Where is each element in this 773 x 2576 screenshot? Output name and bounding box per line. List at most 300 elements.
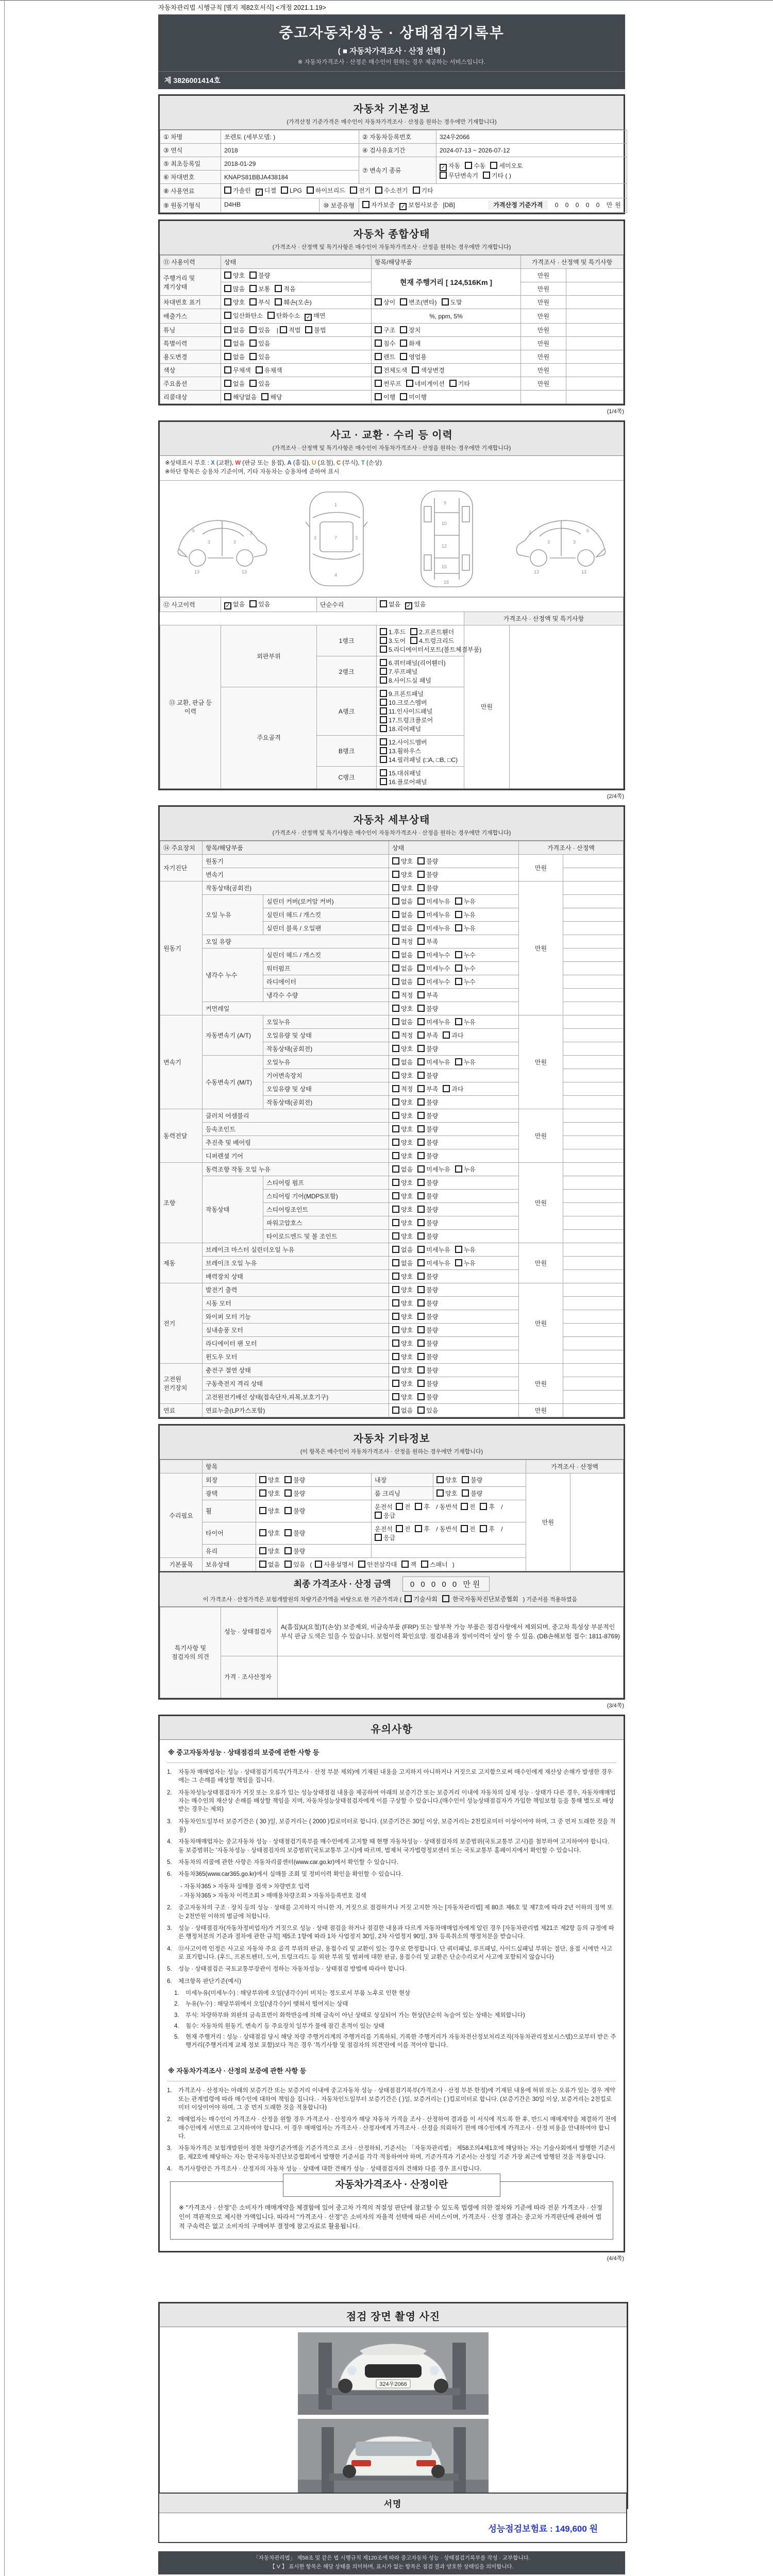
remarks-cell (563, 948, 624, 961)
footer-line-2: 【 V 】 표시한 항목은 해당 상태를 의미하며, 표시가 없는 항목은 점검 결과 양호한 상태임을 의미합니다. (270, 2563, 514, 2570)
notice-b-item (167, 1904, 616, 1921)
price-cell: 만원 (464, 625, 510, 788)
item-sub-line: - 자동차365 > 자동차 이력조회 > 매매용차량조회 > 자동차등록번호 검색 (180, 1892, 366, 1899)
checkbox-불량: 불량 (417, 1312, 438, 1321)
checkbox-후: 후 (480, 1502, 495, 1511)
row-label: 튜닝 (160, 324, 221, 337)
svg-text:13: 13 (533, 569, 539, 574)
checkbox-양호: 양호 (392, 1366, 413, 1375)
empty-box-icon (417, 1165, 425, 1173)
empty-box-icon (417, 911, 425, 918)
checkbox-적정: 적정 (392, 1031, 413, 1040)
row-label: 특별이력 (160, 337, 221, 350)
empty-box-icon (480, 1525, 487, 1532)
empty-box-icon (400, 353, 407, 360)
checkbox-양호: 양호 (392, 870, 413, 879)
checkbox-불량: 불량 (284, 1489, 305, 1498)
empty-box-icon (392, 1179, 399, 1186)
remarks-cell (566, 269, 624, 282)
item-label: 라디에이터 팬 모터 (203, 1336, 389, 1350)
state-cell (389, 1015, 519, 1028)
price-cell: 만원 (519, 1283, 563, 1363)
empty-box-icon (417, 1406, 425, 1414)
legend-symbol-C: C (336, 460, 341, 466)
section-comprehensive (158, 219, 625, 405)
item-number: 3. (167, 1818, 172, 1825)
checkbox-누유: 누유 (455, 897, 476, 906)
checkbox-적법: 적법 (280, 326, 300, 334)
sub-item-number: 2. (174, 2001, 179, 2008)
empty-box-icon (392, 1005, 399, 1012)
state-cell (389, 854, 519, 868)
item-number: 1. (167, 1769, 172, 1775)
checkbox-과다: 과다 (443, 1084, 463, 1093)
checkbox-불량: 불량 (417, 1151, 438, 1160)
others-header (160, 1426, 624, 1460)
remarks-cell (563, 1216, 624, 1229)
checkbox-있음: 있음 (249, 326, 270, 334)
state-cell (221, 282, 372, 296)
item-sub-item (174, 1989, 616, 1997)
checkbox-미세누유: 미세누유 (417, 1018, 450, 1026)
empty-box-icon (455, 911, 462, 918)
checkbox-양호: 양호 (392, 1178, 413, 1187)
checkbox-적정: 적정 (392, 1084, 413, 1093)
text-token: 운전석 (375, 1503, 393, 1511)
empty-box-icon (375, 1512, 382, 1519)
empty-box-icon (413, 187, 420, 194)
legend-symbol-X: X (211, 460, 215, 466)
checkbox-양호: 양호 (392, 1352, 413, 1361)
empty-box-icon (455, 1018, 462, 1025)
accident-price-column-header: 가격조사 · 산정액 및 특기사항 (464, 612, 624, 625)
checkbox-불량: 불량 (417, 1393, 438, 1401)
item-text: 성능 · 상태점검자(자동차정비업자)가 거짓으로 성능 · 상태 점검을 하거나 점검한 내용과 다르게 자동차매매업자에게 알린 경우 [자동차관리법 제21조 제2항 등의 규정에 따른 행정처분의 기준과 절차에 관한 규칙] 제5조 1항에 따라 1차 사업정지 30일, 2차 사업정지 90일, 3차 등록취소의 행정처분을 받습니다. (178, 1925, 614, 1940)
price-cell: 만원 (521, 350, 566, 364)
empty-box-icon (392, 1018, 399, 1025)
empty-box-icon (455, 1165, 462, 1173)
device-label: 자기진단 (160, 854, 203, 881)
checkbox-양호: 양호 (259, 1506, 280, 1515)
document-page (158, 1, 625, 2570)
item-number: 4. (167, 1839, 172, 1845)
sub-item-text: 부식: 차량하부와 외판의 금속표면이 화학반응에 의해 금속이 아닌 상태로 상실되어 가는 현상(단순히 녹슬어 있는 상태는 제외합니다) (186, 2012, 525, 2019)
basic-info-title: 자동차 기본정보 (353, 104, 430, 115)
accident-history-label: ⑫ 사고이력 (160, 597, 221, 612)
token-cell (372, 1522, 526, 1544)
car-diagram-underbody (400, 486, 493, 591)
remarks-cell (563, 1002, 624, 1015)
empty-box-icon (284, 1476, 292, 1483)
checkbox-미세누유: 미세누유 (417, 1245, 450, 1254)
price-cell: 만원 (521, 282, 566, 296)
empty-box-icon (455, 924, 462, 931)
empty-box-icon (249, 285, 257, 292)
empty-box-icon (417, 1179, 425, 1186)
checkbox-있음: 있음 (284, 1560, 305, 1569)
empty-box-icon (392, 884, 399, 891)
empty-box-icon (259, 1529, 266, 1536)
state-cell (389, 1136, 519, 1149)
item-label: 추진축 및 베어링 (203, 1136, 389, 1149)
remarks-cell (570, 1473, 624, 1571)
empty-box-icon (392, 1058, 399, 1065)
field-label-fuel: ⑧ 사용연료 (160, 184, 221, 198)
empty-box-icon (455, 1259, 462, 1266)
field-value-reg-number: 324우2066 (436, 130, 627, 144)
empty-box-icon (380, 600, 387, 607)
empty-box-icon (380, 769, 387, 776)
checkbox-장치: 장치 (400, 326, 421, 334)
notice-b-item (167, 1945, 616, 1962)
empty-box-icon (392, 1219, 399, 1226)
empty-box-icon (259, 1547, 266, 1554)
inspector-label: 성능 · 상태점검자 (221, 1607, 278, 1656)
item-part-label: 오일누유 (263, 1055, 389, 1069)
item-number: 4. (167, 1945, 172, 1952)
item-label: 와이퍼 모터 기능 (203, 1310, 389, 1323)
item-label: 시동 모터 (203, 1296, 389, 1310)
checkbox-양호: 양호 (392, 1098, 413, 1107)
checkbox-불량: 불량 (417, 1192, 438, 1200)
checkbox-불량: 불량 (417, 1125, 438, 1133)
checkbox-불량: 불량 (417, 1232, 438, 1241)
remarks-cell (563, 1149, 624, 1162)
checkbox-없음: 없음 (392, 1018, 413, 1026)
empty-box-icon (455, 897, 462, 905)
detail-state-table (160, 841, 624, 1417)
state-cell (389, 1055, 519, 1069)
notice-subhead-1: ※ 중고자동차성능 · 상태점검의 보증에 관한 사항 등 (167, 1743, 616, 1763)
item-cell (372, 324, 521, 337)
base-price-label: 가격산정 기준가격 (488, 200, 548, 210)
svg-text:2: 2 (250, 530, 253, 535)
checkbox-부족: 부족 (417, 937, 438, 946)
remarks-cell (566, 282, 624, 296)
remarks-cell (563, 908, 624, 921)
remarks-cell (563, 1377, 624, 1390)
state-cell (389, 1109, 519, 1122)
item-label: 충전구 절연 상태 (203, 1363, 389, 1377)
item-text: 특기사항란은 가격조사 · 산정자의 자동차 성능 · 상태에 대한 견해가 성능 · 상태점검자의 견해와 다를 경우 표시합니다. (178, 2165, 481, 2172)
empty-box-icon (380, 738, 387, 745)
checkbox-12.사이드멤버: 12.사이드멤버 (380, 738, 427, 747)
simple-repair-options (377, 597, 624, 612)
checkbox-많음: 많음 (224, 284, 245, 293)
remarks-cell (566, 296, 624, 309)
empty-box-icon (421, 1561, 428, 1568)
svg-text:3: 3 (547, 539, 550, 545)
accident-note: (가격조사 · 산정액 및 특기사항은 매수인이 자동차가격조사 · 산정을 원하는 경우에만 기재합니다) (272, 445, 511, 451)
empty-box-icon (380, 725, 387, 732)
remarks-cell (566, 324, 624, 337)
checkbox-양호: 양호 (392, 1272, 413, 1281)
empty-box-icon (392, 978, 399, 985)
checkbox-양호: 양호 (259, 1547, 280, 1555)
empty-box-icon (417, 1380, 425, 1387)
empty-box-icon (455, 1246, 462, 1253)
empty-box-icon (380, 637, 387, 644)
checkbox-훼손(오손): 훼손(오손) (275, 298, 311, 307)
group-outer-panel: 외판부위 (221, 625, 317, 687)
empty-box-icon (224, 312, 231, 319)
detail-row (160, 1162, 624, 1176)
comprehensive-note: (가격조사 · 산정액 및 특기사항은 매수인이 자동차가격조사 · 산정을 원하는 경우에만 기재합니다) (272, 244, 511, 250)
empty-box-icon (417, 1299, 425, 1307)
empty-box-icon (417, 991, 425, 998)
state-cell (221, 296, 372, 309)
remarks-cell (563, 1162, 624, 1176)
col-item-part: 항목/해당부품 (203, 841, 389, 854)
item-part-label: 스티어링조인트 (263, 1202, 389, 1216)
checkbox-무채색: 무채색 (224, 366, 251, 375)
state-cell (389, 975, 519, 988)
group-main-frame: 주요골격 (221, 687, 317, 788)
item-cell: %, ppm, 5% (372, 309, 521, 324)
empty-box-icon (442, 298, 449, 306)
state-cell (389, 1323, 519, 1336)
checkbox-불량: 불량 (417, 1071, 438, 1080)
checkbox-불량: 불량 (417, 1285, 438, 1294)
item-text: 자동차가격은 보험개발원이 정한 차량기준가액을 기준가격으로 조사 · 산정하되, 기준서는 「자동차관리법」 제58조의4제1호에 해당하는 자는 기술사회에서 발행한 기준서를, 제2호에 해당하는 자는 한국자동차진단보증협회에서 발행한 기준서를 각각 적용하여야 하며, 기준가격과 기준서는 산정일 기준 가장 최근에 발행된 것을 적용합니다. (178, 2145, 615, 2160)
notice-b-item (167, 1965, 616, 1973)
svg-text:3: 3 (355, 535, 358, 540)
item-cell (372, 337, 521, 350)
checkbox-2.프론트휀더: 2.프론트휀더 (410, 628, 454, 636)
section-notice (158, 1715, 625, 2253)
others-table (160, 1460, 624, 1571)
state-cell (389, 1149, 519, 1162)
checked-box-icon (440, 164, 447, 171)
empty-box-icon (249, 326, 257, 333)
empty-box-icon (380, 646, 387, 653)
checkbox-누유: 누유 (455, 1165, 476, 1174)
group-repair-needed: 수리필요 (160, 1473, 203, 1557)
checkbox-적정: 적정 (392, 937, 413, 946)
checkbox-없음: 없음 (392, 1245, 413, 1254)
empty-box-icon (375, 326, 382, 333)
remarks-cell (563, 1042, 624, 1055)
checkbox-있음: 있음 (249, 352, 270, 361)
empty-box-icon (392, 924, 399, 931)
empty-box-icon (392, 857, 399, 865)
section-signature (158, 2493, 627, 2543)
svg-text:4: 4 (334, 572, 337, 578)
checkbox-1.후드: 1.후드 (380, 628, 406, 636)
text-token: ( (310, 1561, 312, 1568)
remarks-cell (563, 1296, 624, 1310)
device-label: 원동기 (160, 881, 203, 1015)
checkbox-불량: 불량 (417, 1098, 438, 1107)
checkbox-미세누유: 미세누유 (417, 1058, 450, 1066)
checkbox-양호: 양호 (259, 1529, 280, 1537)
checkbox-양호: 양호 (392, 1299, 413, 1308)
checked-box-icon (399, 203, 407, 210)
checkbox-10.크로스멤버: 10.크로스멤버 (380, 698, 427, 707)
item-part-label: 작동상태(공회전) (263, 1095, 389, 1109)
row-label: 광택 (203, 1486, 256, 1500)
notice-a-item (167, 1768, 616, 1785)
document-title: 중고자동차성능 · 상태점검기록부 (279, 25, 505, 41)
checkbox-누유: 누유 (455, 1245, 476, 1254)
checkbox-양호: 양호 (392, 1326, 413, 1334)
document-subtitle: ( ■ 자동차가격조사 · 산정 선택 ) (338, 47, 446, 56)
col-item-part: 항목/해당부품 (372, 256, 521, 269)
svg-text:7: 7 (334, 535, 337, 540)
checkbox-미세누수: 미세누수 (417, 951, 450, 959)
empty-box-icon (224, 366, 231, 374)
checkbox-후: 후 (415, 1502, 430, 1511)
inspection-photo-front (298, 2332, 489, 2415)
sub-item-text: 침수: 자동차의 원동기, 변속기 등 주요장치 일부가 물에 잠긴 흔적이 있는 상태 (186, 2023, 384, 2029)
empty-box-icon (443, 1085, 450, 1092)
empty-box-icon (449, 380, 457, 387)
checkbox-누유: 누유 (455, 924, 476, 933)
device-label: 제동 (160, 1243, 203, 1283)
empty-box-icon (275, 285, 282, 292)
empty-box-icon (392, 964, 399, 972)
device-label: 고전원 전기장치 (160, 1363, 203, 1403)
empty-box-icon (305, 326, 312, 333)
notice-c-item (167, 2115, 616, 2141)
remarks-cell (563, 1350, 624, 1363)
item-part-label: 작동상태(공회전) (263, 1042, 389, 1055)
exchange-rank-row (160, 625, 624, 656)
empty-box-icon (284, 1529, 292, 1536)
checkbox-누유: 누유 (455, 910, 476, 919)
checkbox-양호: 양호 (392, 1151, 413, 1160)
empty-box-icon (392, 1125, 399, 1132)
remarks-cell (563, 1336, 624, 1350)
sub-item-number: 1. (174, 1990, 179, 1996)
empty-box-icon (415, 1503, 422, 1510)
checkbox-부족: 부족 (417, 1031, 438, 1040)
empty-box-icon (259, 1489, 266, 1497)
empty-box-icon (417, 938, 425, 945)
remarks-cell (563, 1403, 624, 1417)
checkbox-네비게이션: 네비게이션 (406, 379, 445, 388)
state-cell (389, 1162, 519, 1176)
row-label: 색상 (160, 364, 221, 377)
field-label-reg-number: ② 자동차등록번호 (359, 130, 436, 144)
empty-box-icon (417, 1313, 425, 1320)
empty-box-icon (417, 1192, 425, 1199)
row-label: 타이어 (203, 1522, 256, 1544)
checkbox-양호: 양호 (392, 1192, 413, 1200)
checkbox-전: 전 (461, 1524, 476, 1533)
state-cell (389, 961, 519, 975)
item-label: 브레이크 오일 누유 (203, 1256, 389, 1269)
state-cell (389, 908, 519, 921)
col-blank (160, 1460, 203, 1473)
item-number: 6. (167, 1871, 172, 1878)
device-label: 조향 (160, 1162, 203, 1243)
checkbox-과다: 과다 (443, 1031, 463, 1040)
checkbox-없음: 없음 (392, 977, 413, 986)
remarks-cell (563, 1310, 624, 1323)
empty-box-icon (417, 1393, 425, 1400)
item-number: 1. (167, 2088, 172, 2094)
empty-box-icon (358, 1561, 365, 1568)
checkbox-전: 전 (396, 1502, 411, 1511)
row-label: 유리 (203, 1544, 256, 1557)
checkbox-없음: 없음 (392, 1406, 413, 1415)
empty-box-icon (461, 1525, 468, 1532)
svg-text:324우2066: 324우2066 (379, 2381, 407, 2387)
checkbox-화재: 화재 (400, 339, 421, 348)
signature-title: 서명 (383, 2499, 402, 2509)
empty-box-icon (375, 380, 382, 387)
legend-symbol-U: U (312, 460, 316, 466)
signature-header (159, 2494, 626, 2513)
item-number: 2. (167, 2116, 172, 2123)
checkbox-불량: 불량 (284, 1476, 305, 1484)
empty-box-icon (392, 897, 399, 905)
checkbox-없음: ✓ 없음 (224, 600, 245, 609)
svg-text:9: 9 (444, 500, 447, 505)
item-text: 자동차 매매업자는 성능 · 상태점검기록부(가격조사 · 산정 부분 제외)에 기재된 내용을 고지하지 아니하거나 거짓으로 고지함으로써 매수인에게 재산상 손해가 발생한 경우에는 그 손해를 배상할 책임을 집니다. (178, 1769, 613, 1784)
notice-c-item (167, 2165, 616, 2173)
checkbox-전체도색: 전체도색 (375, 366, 407, 375)
state-cell (389, 1122, 519, 1136)
checkbox-유채색: 유채색 (256, 366, 282, 375)
state-cell (389, 1256, 519, 1269)
field-value-car-name: 쏘렌토 (세부모델: ) (221, 130, 359, 144)
basic-info-table (160, 130, 627, 213)
photo-list (160, 2327, 627, 2507)
checkbox-15.대쉬패널: 15.대쉬패널 (380, 769, 421, 777)
col-item: 항목 (203, 1460, 526, 1473)
device-label: 변속기 (160, 1015, 203, 1109)
section-accident-history (158, 420, 625, 790)
empty-box-icon (362, 201, 369, 208)
empty-box-icon (392, 1406, 399, 1414)
title-band (158, 14, 625, 89)
item-group-label: 수동변속기 (M/T) (203, 1055, 263, 1109)
item-text: 중고자동차의 구조 · 장치 등의 성능 · 상태를 고지하지 아니한 자, 거짓으로 점검하거나 거짓 고지한 자는 [자동차관리법] 제 80조 제6호 및 제7호에 따라 2년 이하의 징역 또는 2천만원 이하의 벌금에 처합니다. (178, 1905, 613, 1920)
empty-box-icon (375, 340, 382, 347)
window-left-border (4, 0, 5, 2576)
empty-box-icon (380, 707, 387, 715)
empty-box-icon (417, 1353, 425, 1360)
remarks-cell (563, 1095, 624, 1109)
section-basic-info (158, 94, 625, 214)
empty-box-icon (392, 1326, 399, 1333)
state-cell (389, 1403, 519, 1417)
price-cell: 만원 (519, 1403, 563, 1417)
remarks-cell (563, 881, 624, 894)
group-basic-items: 기본품목 (160, 1557, 203, 1571)
empty-box-icon (315, 1561, 322, 1568)
empty-box-icon (417, 1112, 425, 1119)
checkbox-응급: 응급 (375, 1511, 395, 1520)
state-cell (389, 948, 519, 961)
checkbox-3.도어: 3.도어 (380, 636, 406, 645)
state-cell (389, 1269, 519, 1283)
state-cell (389, 1377, 519, 1390)
checkbox-양호: 양호 (392, 857, 413, 866)
item-label: 원동기 (203, 854, 389, 868)
field-value-fuel (221, 184, 627, 198)
item-part-label: 오일유량 및 상태 (263, 1082, 389, 1095)
empty-box-icon (375, 187, 382, 194)
item-part-label: 실린더 블록 / 오일팬 (263, 921, 389, 935)
item-cell (372, 391, 521, 404)
state-cell (389, 1283, 519, 1296)
rank-label: 1랭크 (317, 625, 377, 656)
page-mark-1: (1/4쪽) (607, 409, 624, 415)
item-label: 디퍼렌셜 기어 (203, 1149, 389, 1162)
